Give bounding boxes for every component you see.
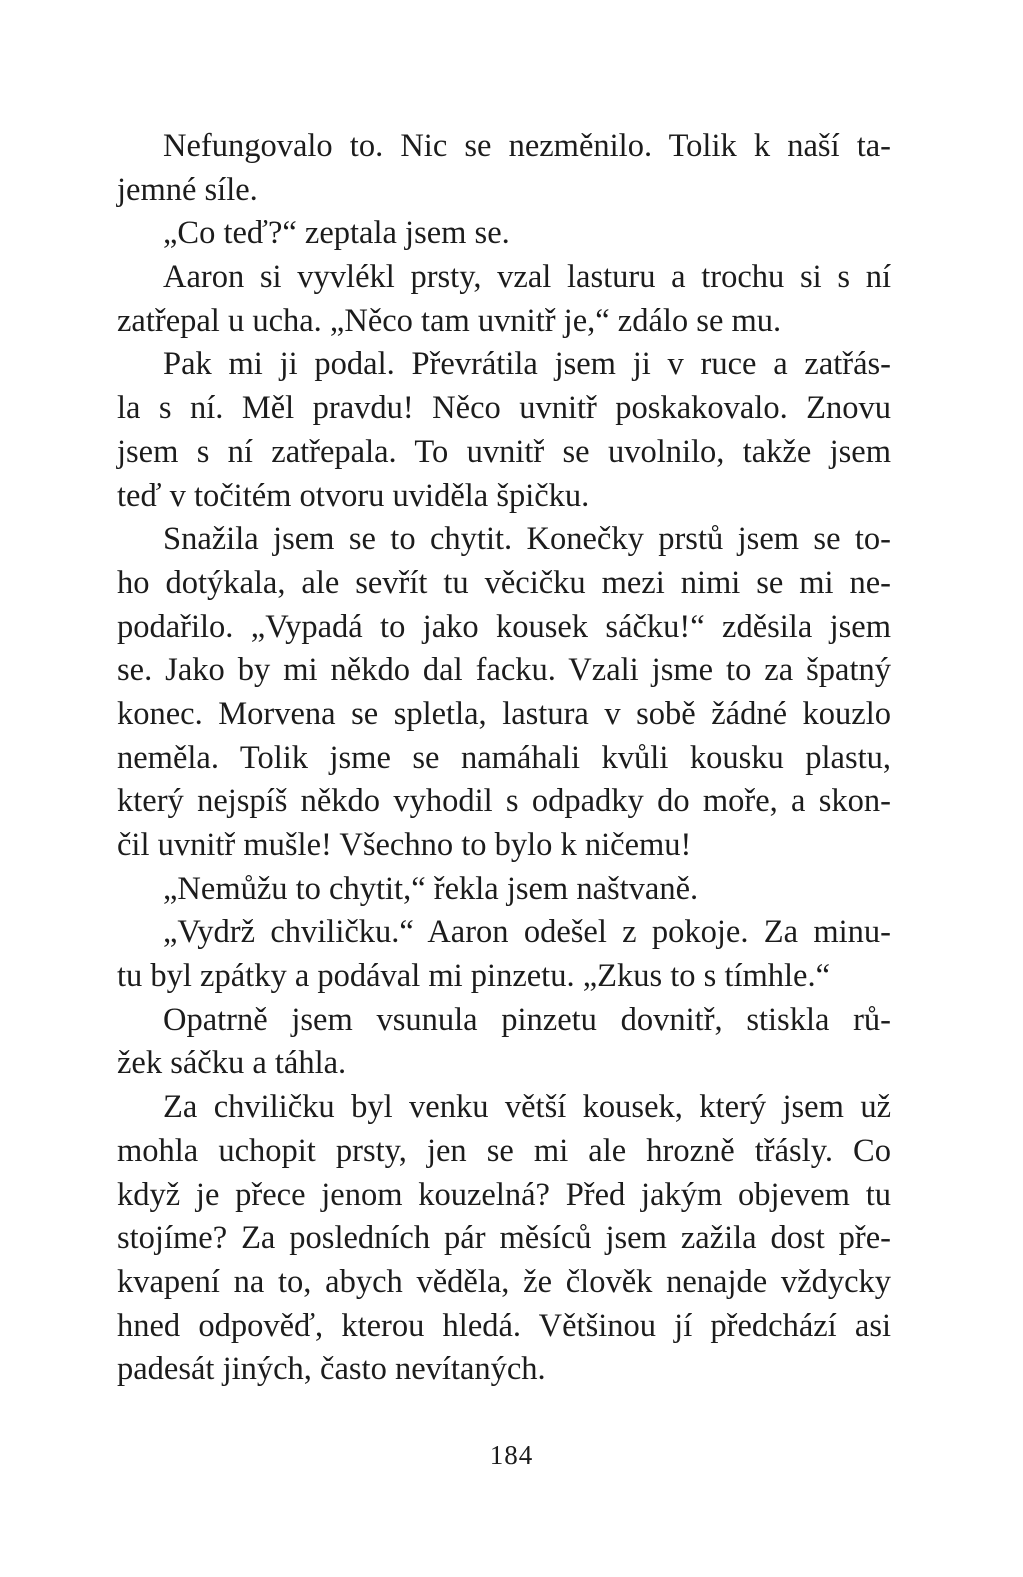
text-line: teď v točitém otvoru uviděla špičku. (117, 477, 590, 514)
text-line: Pak mi ji podal. Převrátila jsem ji v ruce a zatřás- (163, 346, 891, 383)
text-line: když je přece jenom kouzelná? Před jakým objevem tu (117, 1176, 891, 1213)
text-line: který nejspíš někdo vyhodil s odpadky do moře, a skon- (117, 783, 891, 820)
text-line: Za chviličku byl venku větší kousek, který jsem už (163, 1089, 891, 1126)
text-line: žek sáčku a táhla. (117, 1045, 347, 1082)
text-line: la s ní. Měl pravdu! Něco uvnitř poskakovalo. Znovu (117, 390, 891, 427)
text-line: zatřepal u ucha. „Něco tam uvnitř je,“ zdálo se mu. (117, 302, 782, 339)
text-line: „Nemůžu to chytit,“ řekla jsem naštvaně. (163, 870, 699, 907)
text-line: jsem s ní zatřepala. To uvnitř se uvolnilo, takže jsem (117, 433, 891, 470)
text-line: Snažila jsem se to chytit. Konečky prstů jsem se to- (163, 521, 891, 558)
text-line: čil uvnitř mušle! Všechno to bylo k ničemu! (117, 827, 692, 863)
text-line: stojíme? Za posledních pár měsíců jsem zažila dost pře- (117, 1220, 891, 1257)
text-line: Aaron si vyvlékl prsty, vzal lasturu a trochu si s ní (163, 259, 891, 296)
text-line: tu byl zpátky a podával mi pinzetu. „Zkus to s tímhle.“ (117, 958, 831, 995)
body-text (117, 125, 891, 1392)
text-line: se. Jako by mi někdo dal facku. Vzali jsme to za špatný (117, 652, 891, 689)
text-line: podařilo. „Vypadá to jako kousek sáčku!“ zděsila jsem (117, 608, 891, 645)
text-line: „Co teď?“ zeptala jsem se. (163, 215, 510, 252)
text-line: konec. Morvena se spletla, lastura v sobě žádné kouzlo (117, 695, 891, 732)
text-line: kvapení na to, abych věděla, že člověk nenajde vždycky (117, 1263, 891, 1300)
text-line: Opatrně jsem vsunula pinzetu dovnitř, stiskla rů- (163, 1001, 891, 1038)
text-line: jemné síle. (117, 171, 258, 208)
text-line: „Vydrž chviličku.“ Aaron odešel z pokoje. Za minu- (163, 914, 891, 951)
text-line: hned odpověď, kterou hledá. Většinou jí předchází asi (117, 1307, 891, 1344)
text-line: ho dotýkala, ale sevřít tu věcičku mezi nimi se mi ne- (117, 564, 891, 601)
text-line: Nefungovalo to. Nic se nezměnilo. Tolik k naší ta- (163, 128, 891, 164)
text-line: neměla. Tolik jsme se namáhali kvůli kousku plastu, (117, 739, 891, 776)
text-line: mohla uchopit prsty, jen se mi ale hrozně třásly. Co (117, 1132, 891, 1169)
page-number: 184 (489, 1440, 534, 1470)
text-line: padesát jiných, často nevítaných. (117, 1351, 546, 1388)
